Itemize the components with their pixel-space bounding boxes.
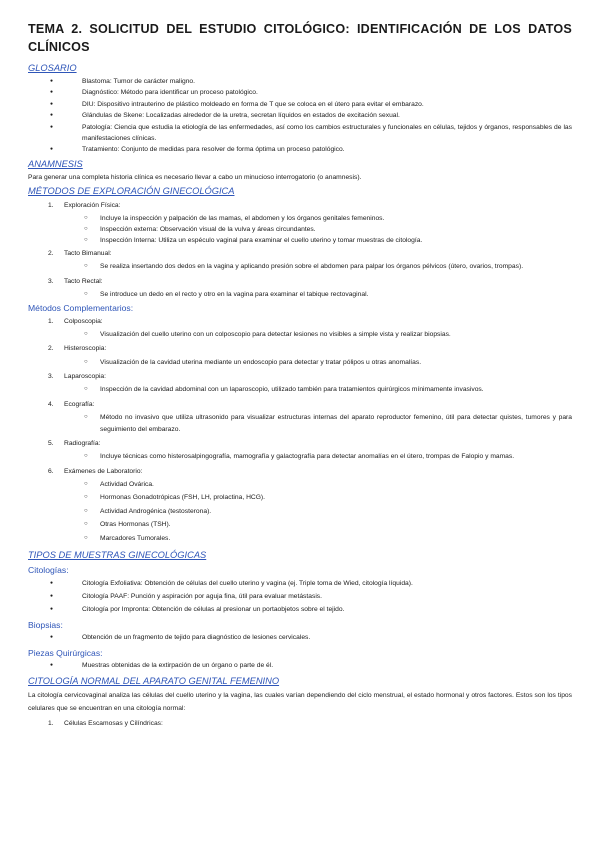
pieza-item: ● Muestras obtenidas de la extirpación de un órgano o parte de él. [28, 659, 572, 672]
citologia-item: ● Citología por Impronta: Obtención de células al presionar un portaobjetos sobre el tejido. [28, 603, 572, 616]
item-number: 1. [48, 719, 54, 727]
item-label: Colposcopia: [64, 317, 103, 325]
citologia-normal-list [28, 717, 572, 730]
anamnesis-paragraph: Para generar una completa historia clínica es necesario llevar a cabo un minucioso interrogatorio (o anamnesis). [28, 173, 362, 181]
section-glosario [28, 62, 572, 156]
citologia-normal-paragraph: La citología cervicovaginal analiza las células del cuello uterino y la vagina, las cuales varían dependiendo del ciclo menstrual, el estado hormonal y otros factores. Estos son los tipos celulares que se encuentran en una citología normal: [28, 691, 572, 712]
sub-item: ○ Inspección externa: Observación visual de la vulva y áreas circundantes. [28, 224, 572, 235]
item-label: Tacto Bimanual: [64, 249, 112, 257]
item-number: 3. [48, 373, 54, 381]
sub-item: ○ Incluye la inspección y palpación de las mamas, el abdomen y los órganos genitales femeninos. [28, 213, 572, 224]
glosario-item: ● DIU: Dispositivo intrauterino de plástico moldeado en forma de T que se coloca en el útero para evitar el embarazo. [28, 99, 572, 110]
item-label: Histeroscopia: [64, 345, 107, 353]
sub-item: ○ Método no invasivo que utiliza ultrasonido para visualizar estructuras internas del aparato reproductor femenino, útil para detectar quistes, tumores y para seguimiento del embarazo. [28, 412, 572, 435]
numbered-item [28, 437, 572, 450]
section-heading-tipos: TIPOS DE MUESTRAS GINECOLÓGICAS [28, 550, 207, 561]
glosario-list [28, 76, 572, 156]
subsection-heading-citologias: Citologías: [28, 565, 69, 576]
sub-item: ○ Inspección Interna: Utiliza un espéculo vaginal para examinar el cuello uterino y tomar muestras de citología. [28, 235, 572, 246]
numbered-item [28, 275, 572, 288]
section-heading-metodos: MÉTODOS DE EXPLORACIÓN GINECOLÓGICA [28, 186, 235, 197]
sub-item: ○ Se introduce un dedo en el recto y otro en la vagina para examinar el tabique rectovaginal. [28, 289, 572, 300]
metodos-list [28, 199, 572, 300]
numbered-item [28, 398, 572, 411]
section-anamnesis [28, 158, 572, 184]
citologia-item: ● Citología Exfoliativa: Obtención de células del cuello uterino y vagina (ej. Triple toma de Wied, citología líquida). [28, 577, 572, 590]
numbered-item [28, 342, 572, 355]
item-number: 5. [48, 439, 54, 447]
glosario-item: ● Patología: Ciencia que estudia la etiología de las enfermedades, así como los cambios estructurales y funcionales en células, tejidos y órganos, responsables de las manifestaciones clínicas. [28, 122, 572, 145]
item-number: 1. [48, 317, 54, 325]
biopsias-list [28, 631, 572, 644]
item-number: 2. [48, 249, 54, 257]
biopsia-item: ● Obtención de un fragmento de tejido para diagnóstico de lesiones cervicales. [28, 631, 572, 644]
section-citologia-normal [28, 675, 572, 730]
sub-item: ○ Otras Hormonas (TSH). [28, 518, 572, 531]
citologia-item: ● Citología PAAF: Punción y aspiración por aguja fina, útil para evaluar metástasis. [28, 590, 572, 603]
item-number: 2. [48, 345, 54, 353]
document-title: TEMA 2. SOLICITUD DEL ESTUDIO CITOLÓGICO: IDENTIFICACIÓN DE LOS DATOS CLÍNICOS [28, 22, 572, 54]
item-label: Exámenes de Laboratorio: [64, 467, 143, 475]
complementarios-list [28, 315, 572, 545]
sub-item: ○ Incluye técnicas como histerosalpingografía, mamografía y galactografía para detectar anomalías en el útero, trompas de Falopio y mamas. [28, 451, 572, 462]
item-label: Células Escamosas y Cilíndricas: [64, 719, 163, 727]
section-heading-anamnesis: ANAMNESIS [28, 158, 83, 169]
section-heading-citologia-normal: CITOLOGÍA NORMAL DEL APARATO GENITAL FEMENINO [28, 675, 280, 686]
item-number: 3. [48, 277, 54, 285]
sub-item: ○ Marcadores Tumorales. [28, 532, 572, 545]
numbered-item [28, 199, 572, 212]
item-number: 4. [48, 400, 54, 408]
section-metodos [28, 185, 572, 300]
numbered-item [28, 717, 572, 730]
citologias-list [28, 577, 572, 617]
numbered-item [28, 315, 572, 328]
sub-item: ○ Se realiza insertando dos dedos en la vagina y aplicando presión sobre el abdomen para palpar los órganos pélvicos (útero, ovarios, trompas). [28, 261, 572, 272]
item-label: Ecografía: [64, 400, 95, 408]
sub-item: ○ Actividad Androgénica (testosterona). [28, 505, 572, 518]
sub-item: ○ Inspección de la cavidad abdominal con un laparoscopio, utilizado también para tratamientos quirúrgicos mínimamente invasivos. [28, 384, 572, 395]
section-tipos [28, 549, 572, 673]
subsection-heading-complementarios: Métodos Complementarios: [28, 303, 134, 314]
numbered-item [28, 370, 572, 383]
item-number: 6. [48, 467, 54, 475]
section-heading-glosario: GLOSARIO [28, 63, 77, 73]
section-complementarios [28, 302, 572, 545]
sub-item: ○ Actividad Ovárica. [28, 478, 572, 491]
item-label: Radiografía: [64, 439, 101, 447]
glosario-item: ● Diagnóstico: Método para identificar un proceso patológico. [28, 87, 572, 98]
sub-item: ○ Visualización de la cavidad uterina mediante un endoscopio para detectar y tratar pólipos u otras anomalías. [28, 357, 572, 368]
glosario-item: ● Glándulas de Skene: Localizadas alrededor de la uretra, secretan líquidos en estados de excitación sexual. [28, 110, 572, 121]
subsection-heading-biopsias: Biopsias: [28, 619, 63, 630]
item-label: Laparoscopia: [64, 373, 107, 381]
subsection-heading-piezas: Piezas Quirúrgicas: [28, 647, 103, 658]
sub-item: ○ Visualización del cuello uterino con un colposcopio para detectar lesiones no visibles a simple vista y realizar biopsias. [28, 329, 572, 340]
item-label: Exploración Física: [64, 202, 121, 210]
piezas-list [28, 659, 572, 672]
item-number: 1. [48, 202, 54, 210]
numbered-item [28, 465, 572, 478]
numbered-item [28, 247, 572, 260]
sub-item: ○ Hormonas Gonadotrópicas (FSH, LH, prolactina, HCG). [28, 491, 572, 504]
glosario-item: ● Tratamiento: Conjunto de medidas para resolver de forma óptima un proceso patológico. [28, 144, 572, 155]
glosario-item: ● Blastoma: Tumor de carácter maligno. [28, 76, 572, 87]
item-label: Tacto Rectal: [64, 277, 103, 285]
